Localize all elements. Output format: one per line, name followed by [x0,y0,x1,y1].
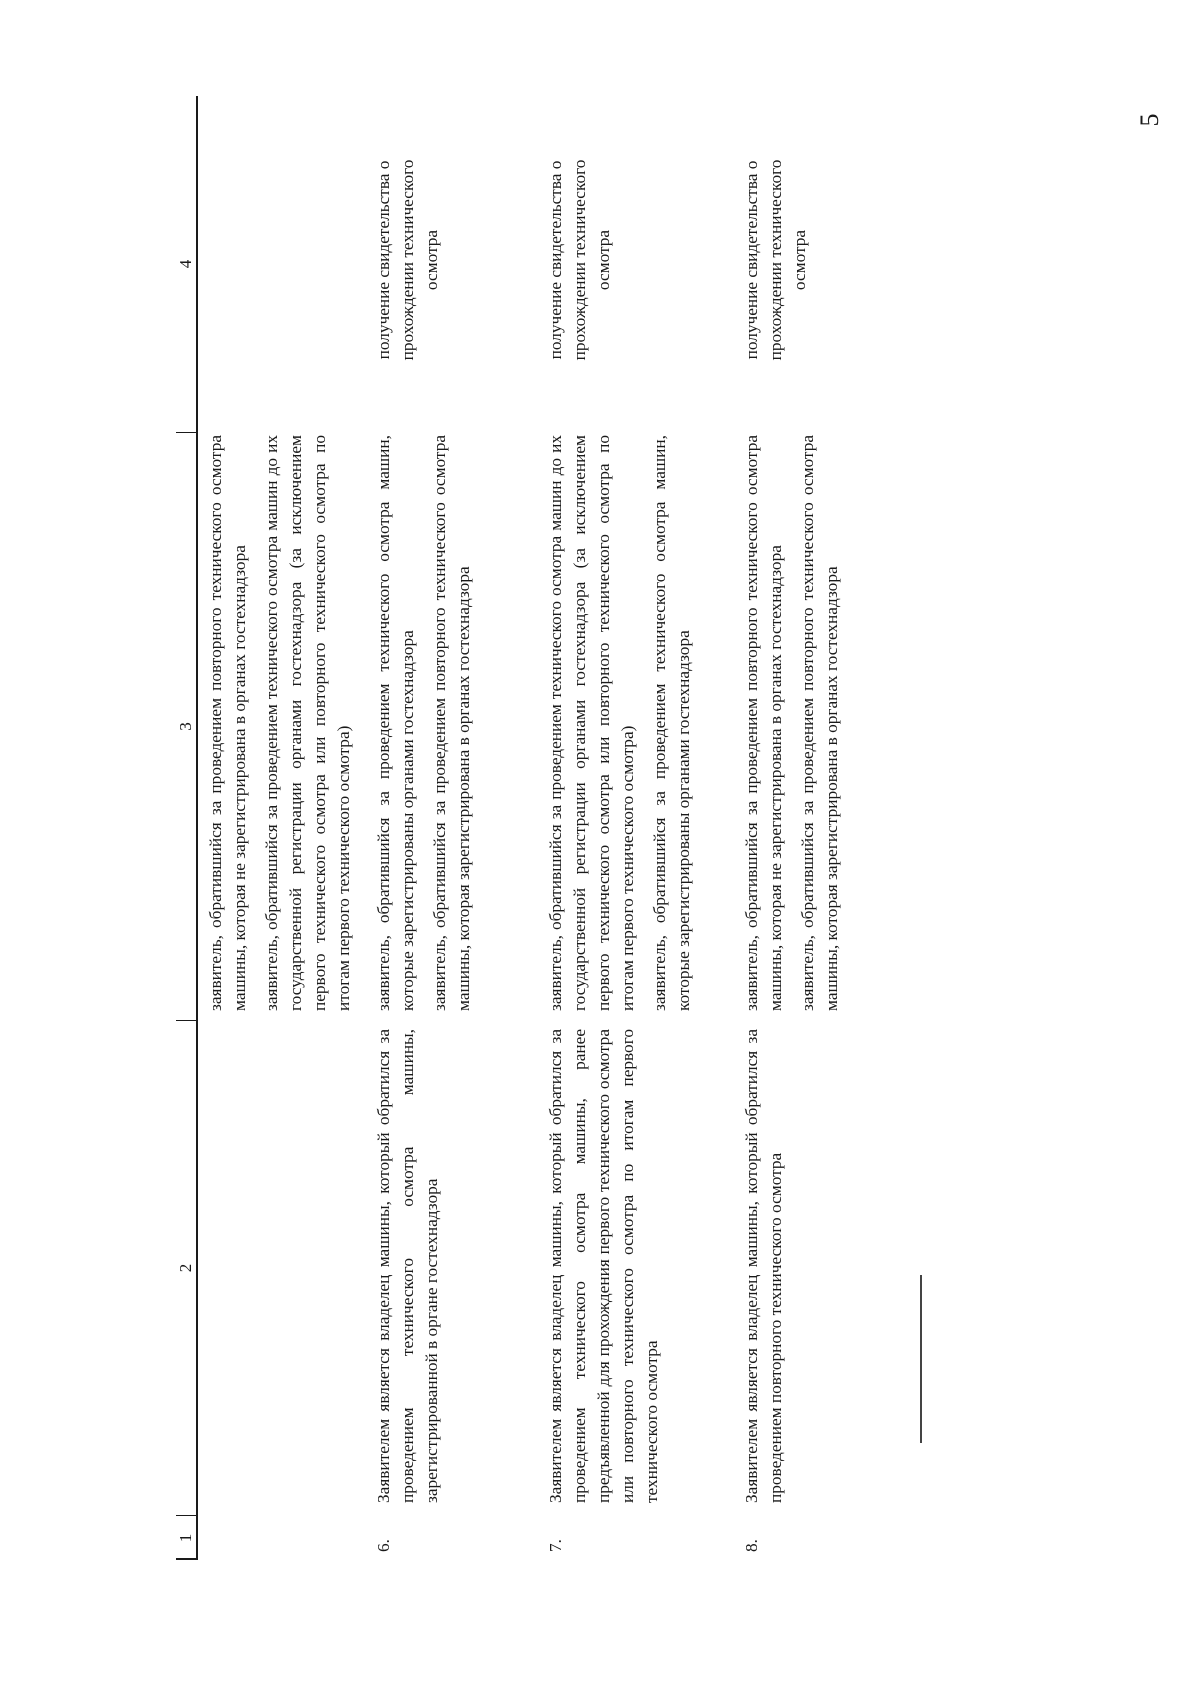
end-of-document-rule [920,1275,922,1443]
applicant-type-text: Заявителем является владелец машины, который обратился за проведением технического осмотра машины, зарегистрированной в органе гостехнадзора [374,1029,441,1503]
description-paragraph: заявитель, обратившийся за проведением технического осмотра машин, которые зарегистрированы органами гостехнадзора [650,435,693,1011]
description-paragraph: заявитель, обратившийся за проведением повторного технического осмотра машины, которая не зарегистрирована в органах гостехнадзора [206,435,249,1011]
service-result: получение свидетельства о прохождении технического осмотра [374,159,441,361]
applicant-description [204,435,364,1011]
applicant-description [544,435,704,1011]
row-number: 8. [742,1539,761,1552]
applicant-type-text: Заявителем является владелец машины, который обратился за проведением технического осмотра машины, ранее предъявленной для прохождения первого технического осмотра или повторного технического осмотра по итогам первого технического осмотра [546,1029,661,1503]
applicant-type-text: Заявителем является владелец машины, который обратился за проведением повторного технического осмотра [742,1029,785,1503]
table-header-row [176,96,198,1560]
column-header-4: 4 [176,259,195,269]
description-paragraph: заявитель, обратившийся за проведением технического осмотра машин до их государственной регистрации органами гостехнадзора (за исключением первого технического осмотра или повторного технического осмотра по итогам первого технического осмотра) [546,435,637,1011]
service-result: получение свидетельства о прохождении технического осмотра [546,159,613,361]
description-paragraph: заявитель, обратившийся за проведением технического осмотра машин, которые зарегистрированы органами гостехнадзора [374,435,417,1011]
column-header-3: 3 [176,432,196,1020]
column-header-2: 2 [176,1020,196,1515]
description-paragraph: заявитель, обратившийся за проведением повторного технического осмотра машины, которая зарегистрирована в органах гостехнадзора [430,435,473,1011]
page-number: 5 [1135,113,1164,127]
applicant-type [740,1029,788,1503]
service-result: получение свидетельства о прохождении технического осмотра [742,159,809,361]
description-paragraph: заявитель, обратившийся за проведением повторного технического осмотра машины, которая зарегистрирована в органах гостехнадзора [798,435,841,1011]
services-table [176,96,1200,1560]
applicant-description [740,435,852,1011]
column-header-1: 1 [176,1515,196,1560]
row-number: 7. [546,1539,565,1552]
applicant-type [544,1029,664,1503]
row-number: 6. [374,1539,393,1552]
applicant-type [372,1029,444,1503]
description-paragraph: заявитель, обратившийся за проведением технического осмотра машин до их государственной регистрации органами гостехнадзора (за исключением первого технического осмотра или повторного технического осмотра по итогам первого технического осмотра) [262,435,353,1011]
applicant-description [372,435,484,1011]
description-paragraph: заявитель, обратившийся за проведением повторного технического осмотра машины, которая не зарегистрирована в органах гостехнадзора [742,435,785,1011]
